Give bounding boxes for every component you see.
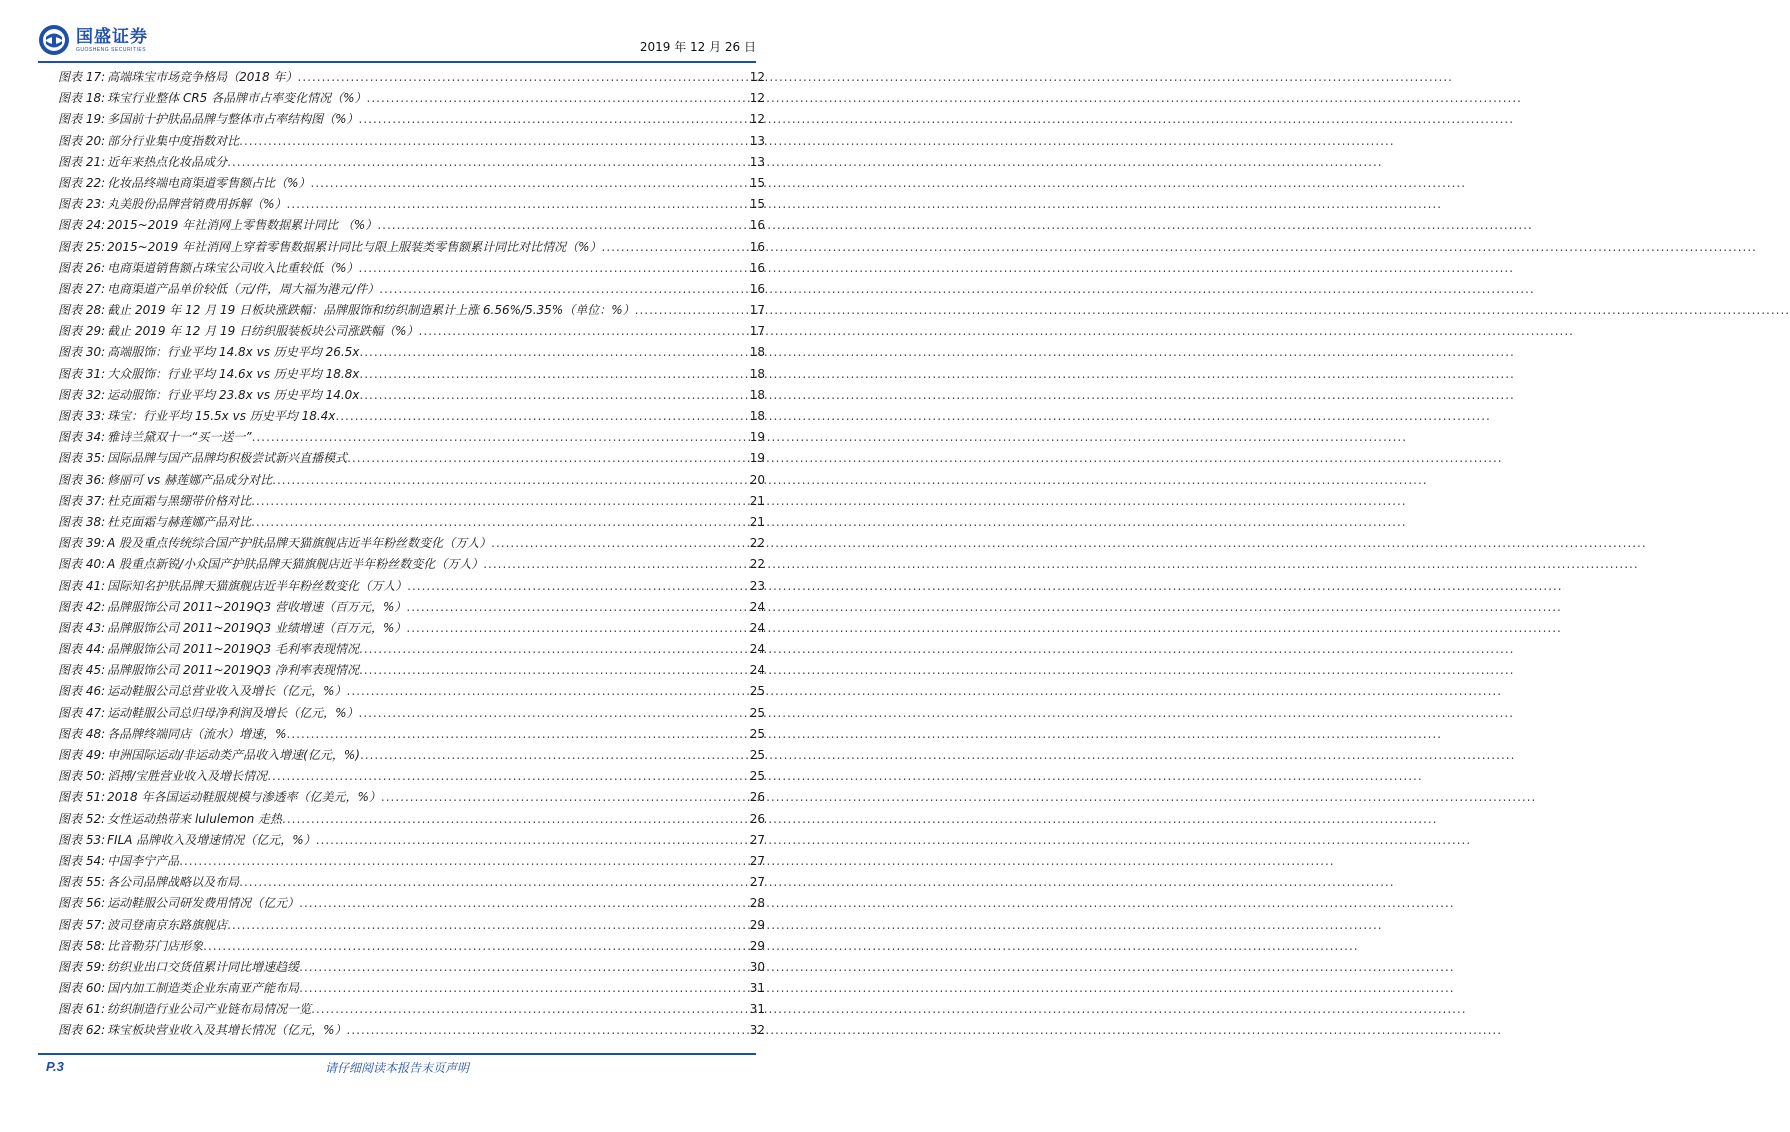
toc-entry[interactable] (58, 619, 765, 640)
toc-dot-leader (227, 918, 749, 932)
toc-entry-page: 18 (749, 366, 765, 381)
report-date: 2019 年 12 月 26 日 (639, 40, 756, 54)
toc-entry-page: 17 (749, 303, 765, 318)
toc-entry-number: 图表 51: (58, 790, 106, 805)
toc-entry[interactable] (58, 68, 765, 89)
page-footer (38, 1057, 756, 1077)
toc-entry-number: 图表 34: (58, 430, 106, 445)
toc-dot-leader (367, 91, 749, 105)
toc-entry-page: 31 (749, 981, 765, 996)
toc-entry-page: 22 (749, 557, 765, 572)
toc-entry[interactable] (58, 110, 765, 131)
toc-entry-title: 杜克面霜与赫莲娜产品对比 (107, 514, 252, 529)
toc-entry-page: 24 (749, 642, 765, 657)
toc-entry-title: 截止 2019 年 12 月 19 日纺织服装板块公司涨跌幅（%） (107, 324, 419, 339)
header-divider (38, 61, 756, 63)
toc-entry-number: 图表 42: (58, 599, 106, 614)
toc-entry-page: 12 (749, 70, 765, 84)
toc-entry-title: 珠宝行业整体 CR5 各品牌市占率变化情况（%） (107, 91, 367, 106)
toc-entry-title: FILA 品牌收入及增速情况（亿元，%） (107, 832, 316, 847)
toc-dot-leader (360, 748, 749, 762)
toc-entry-page: 28 (749, 896, 765, 911)
toc-entry[interactable] (58, 259, 765, 280)
toc-entry-title: 各公司品牌战略以及布局 (107, 875, 240, 890)
toc-entry-number: 图表 26: (58, 260, 106, 275)
toc-dot-leader (311, 1002, 749, 1016)
toc-dot-leader (311, 176, 749, 190)
toc-entry[interactable] (58, 640, 765, 661)
page-header (38, 24, 756, 58)
toc-entry[interactable] (58, 704, 765, 725)
toc-entry-page: 13 (749, 133, 765, 148)
toc-entry-title: 电商渠道销售额占珠宝公司收入比重较低（%） (107, 260, 359, 275)
toc-dot-leader (406, 621, 748, 635)
toc-entry[interactable] (58, 810, 765, 831)
toc-entry[interactable] (58, 428, 765, 449)
toc-entry[interactable] (58, 407, 765, 428)
toc-entry-number: 图表 39: (58, 536, 106, 551)
toc-entry-page: 27 (749, 832, 765, 847)
toc-entry[interactable] (58, 343, 765, 364)
toc-entry[interactable] (58, 1000, 765, 1021)
toc-entry-title: 女性运动热带来 lululemon 走热 (107, 811, 283, 826)
page-number: P.3 (46, 1059, 64, 1074)
toc-dot-leader (602, 240, 749, 254)
toc-entry-page: 19 (749, 430, 765, 445)
toc-entry-number: 图表 44: (58, 642, 106, 657)
toc-entry-page: 26 (749, 790, 765, 805)
toc-entry-title: 品牌服饰公司 2011~2019Q3 毛利率表现情况 (107, 642, 359, 657)
toc-entry-page: 25 (749, 726, 765, 741)
toc-entry[interactable] (58, 916, 765, 937)
toc-dot-leader (287, 197, 749, 211)
toc-dot-leader (379, 282, 748, 296)
toc-entry-number: 图表 36: (58, 472, 106, 487)
toc-entry-number: 图表 53: (58, 832, 106, 847)
toc-dot-leader (407, 579, 749, 593)
toc-dot-leader (282, 812, 749, 826)
toc-entry-number: 图表 31: (58, 366, 106, 381)
toc-entry-title: 2015~2019 年社消网上零售数据累计同比 （%） (107, 218, 378, 233)
toc-entry-page: 25 (749, 748, 765, 762)
toc-dot-leader (239, 875, 749, 889)
toc-entry-title: 高端服饰：行业平均 14.8x vs 历史平均 26.5x (107, 345, 360, 360)
toc-dot-leader (347, 684, 749, 698)
toc-dot-leader (419, 324, 749, 338)
toc-dot-leader (203, 939, 749, 953)
toc-entry-page: 13 (749, 154, 765, 169)
toc-dot-leader (347, 1023, 749, 1037)
toc-entry-title: 珠宝：行业平均 15.5x vs 历史平均 18.4x (107, 409, 336, 423)
toc-entry-page: 16 (749, 260, 765, 275)
toc-entry-page: 25 (749, 684, 765, 699)
toc-entry-number: 图表 25: (58, 239, 106, 254)
toc-entry-page: 27 (749, 853, 765, 868)
toc-entry-title: 近年来热点化妆品成分 (107, 154, 228, 169)
toc-entry-title: 大众服饰：行业平均 14.6x vs 历史平均 18.8x (107, 366, 360, 381)
logo-chinese-name: 国盛证券 (76, 26, 148, 47)
toc-entry-title: 运动鞋服公司总归母净利润及增长（亿元，%） (107, 705, 359, 720)
toc-entry-page: 18 (749, 345, 765, 360)
toc-entry-page: 15 (749, 197, 765, 212)
toc-entry-title: 国际知名护肤品牌天猫旗舰店近半年粉丝数变化（万人） (107, 578, 408, 593)
toc-entry-number: 图表 22: (58, 175, 106, 190)
toc-entry-page: 21 (749, 493, 765, 508)
toc-dot-leader (298, 70, 749, 84)
toc-entry-number: 图表 52: (58, 811, 106, 826)
toc-entry-title: 波司登南京东路旗舰店 (107, 917, 228, 932)
toc-dot-leader (287, 727, 749, 741)
toc-entry-number: 图表 40: (58, 557, 106, 572)
toc-entry-page: 21 (749, 514, 765, 529)
toc-entry-page: 12 (749, 112, 765, 127)
toc-dot-leader (299, 896, 749, 910)
toc-entry-number: 图表 37: (58, 493, 106, 508)
toc-entry-number: 图表 19: (58, 112, 106, 127)
toc-dot-leader (299, 960, 749, 974)
toc-entry-page: 17 (749, 324, 765, 339)
table-of-figures (58, 68, 765, 1043)
toc-entry-page: 19 (749, 451, 765, 466)
toc-entry-number: 图表 61: (58, 1002, 106, 1017)
toc-entry[interactable] (58, 386, 765, 407)
toc-entry-page: 29 (749, 917, 765, 932)
toc-entry[interactable] (58, 725, 765, 746)
toc-entry-page: 15 (749, 175, 765, 190)
toc-entry-title: 各品牌终端同店（流水）增速，% (107, 726, 287, 741)
toc-entry-page: 27 (749, 875, 765, 890)
toc-entry-number: 图表 24: (58, 218, 106, 233)
toc-entry-page: 20 (749, 472, 765, 487)
toc-entry[interactable] (58, 471, 765, 492)
toc-entry-title: 截止 2019 年 12 月 19 日板块涨跌幅：品牌服饰和纺织制造累计上涨 6.56%/5.35%（单位：%） (107, 303, 635, 318)
toc-entry[interactable] (58, 449, 765, 470)
toc-entry[interactable] (58, 852, 765, 873)
toc-entry-number: 图表 54: (58, 853, 106, 868)
toc-entry[interactable] (58, 513, 765, 534)
toc-entry-title: 运动鞋服公司研发费用情况（亿元） (107, 896, 300, 911)
toc-entry-page: 26 (749, 811, 765, 826)
toc-dot-leader (347, 451, 749, 465)
toc-entry-number: 图表 58: (58, 938, 106, 953)
toc-entry-number: 图表 29: (58, 324, 106, 339)
toc-entry-page: 16 (749, 239, 765, 254)
toc-entry-page: 24 (749, 599, 765, 614)
toc-entry-number: 图表 18: (58, 91, 106, 106)
company-logo (38, 24, 148, 56)
toc-entry-page: 31 (749, 1002, 765, 1017)
toc-entry-title: 部分行业集中度指数对比 (107, 133, 240, 148)
toc-entry[interactable] (58, 174, 765, 195)
toc-entry-number: 图表 56: (58, 896, 106, 911)
toc-entry-page: 23 (749, 578, 765, 593)
toc-entry[interactable] (58, 682, 765, 703)
toc-entry-page: 18 (749, 387, 765, 402)
toc-entry-title: 品牌服饰公司 2011~2019Q3 营收增速（百万元，%） (107, 599, 407, 614)
toc-entry-number: 图表 48: (58, 726, 106, 741)
toc-entry[interactable] (58, 1021, 765, 1042)
toc-entry-page: 16 (749, 281, 765, 296)
toc-dot-leader (239, 134, 749, 148)
toc-entry-number: 图表 60: (58, 981, 106, 996)
footer-divider (38, 1053, 756, 1055)
toc-dot-leader (377, 218, 748, 232)
toc-entry-number: 图表 55: (58, 875, 106, 890)
toc-entry[interactable] (58, 492, 765, 513)
toc-dot-leader (359, 388, 748, 402)
toc-entry-title: 滔搏/宝胜营业收入及增长情况 (107, 769, 268, 784)
toc-entry-title: 品牌服饰公司 2011~2019Q3 业绩增速（百万元，%） (107, 620, 407, 635)
toc-entry-page: 18 (749, 409, 765, 423)
toc-entry[interactable] (58, 216, 765, 237)
toc-entry[interactable] (58, 153, 765, 174)
toc-entry[interactable] (58, 577, 765, 598)
toc-entry-number: 图表 57: (58, 917, 106, 932)
toc-entry-title: 纺织制造行业公司产业链布局情况一览 (107, 1002, 312, 1017)
toc-entry[interactable] (58, 195, 765, 216)
toc-dot-leader (359, 706, 749, 720)
toc-entry-title: 比音勒芬门店形象 (107, 938, 204, 953)
toc-dot-leader (227, 155, 749, 169)
toc-entry-number: 图表 21: (58, 154, 106, 169)
toc-dot-leader (251, 515, 749, 529)
toc-entry[interactable] (58, 788, 765, 809)
toc-entry-title: 杜克面霜与黑绷带价格对比 (107, 493, 252, 508)
toc-dot-leader (635, 303, 749, 317)
toc-entry-number: 图表 43: (58, 620, 106, 635)
toc-dot-leader (359, 261, 749, 275)
toc-entry-title: 电商渠道产品单价较低（元/件，周大福为港元/件） (107, 281, 380, 296)
toc-dot-leader (359, 345, 748, 359)
toc-entry-number: 图表 47: (58, 705, 106, 720)
guosheng-logo-icon (38, 24, 70, 56)
toc-entry[interactable] (58, 767, 765, 788)
toc-entry-title: 雅诗兰黛双十一“买一送一” (107, 430, 252, 445)
toc-entry[interactable] (58, 661, 765, 682)
toc-entry-title: 国内加工制造类企业东南亚产能布局 (107, 981, 300, 996)
toc-dot-leader (335, 409, 748, 423)
toc-entry[interactable] (58, 555, 765, 576)
disclaimer-text: 请仔细阅读本报告末页声明 (324, 1061, 469, 1075)
toc-entry[interactable] (58, 873, 765, 894)
toc-dot-leader (316, 833, 749, 847)
toc-entry-title: 多国前十护肤品品牌与整体市占率结构图（%） (107, 112, 359, 127)
toc-entry-title: 高端珠宝市场竞争格局（2018 年） (107, 70, 298, 84)
toc-dot-leader (179, 854, 749, 868)
toc-entry-title: 品牌服饰公司 2011~2019Q3 净利率表现情况 (107, 663, 359, 678)
toc-entry-page: 16 (749, 218, 765, 233)
toc-entry[interactable] (58, 238, 765, 259)
toc-entry-title: 丸美股份品牌营销费用拆解（%） (107, 197, 287, 212)
toc-dot-leader (272, 473, 749, 487)
toc-entry-title: 珠宝板块营业收入及其增长情况（亿元，%） (107, 1023, 347, 1038)
toc-entry[interactable] (58, 132, 765, 153)
toc-entry-title: A 股重点新锐/小众国产护肤品牌天猫旗舰店近半年粉丝数变化（万人） (107, 557, 484, 572)
toc-dot-leader (483, 557, 749, 571)
toc-entry-page: 24 (749, 620, 765, 635)
toc-entry-page: 25 (749, 769, 765, 784)
toc-dot-leader (251, 494, 749, 508)
toc-entry[interactable] (58, 894, 765, 915)
toc-entry[interactable] (58, 89, 765, 110)
toc-entry-title: 运动鞋服公司总营业收入及增长（亿元，%） (107, 684, 347, 699)
toc-entry-number: 图表 45: (58, 663, 106, 678)
toc-entry-number: 图表 41: (58, 578, 106, 593)
toc-entry-page: 25 (749, 705, 765, 720)
toc-entry-page: 24 (749, 663, 765, 678)
toc-entry[interactable] (58, 746, 765, 767)
toc-entry-title: 运动服饰：行业平均 23.8x vs 历史平均 14.0x (107, 387, 360, 402)
toc-entry-title: 修丽可 vs 赫莲娜产品成分对比 (107, 472, 273, 487)
toc-entry-title: 中国李宁产品 (107, 853, 180, 868)
toc-entry-title: A 股及重点传统综合国产护肤品牌天猫旗舰店近半年粉丝数变化（万人） (107, 536, 492, 551)
toc-entry-number: 图表 59: (58, 959, 106, 974)
logo-english-name: GUOSHENG SECURITIES (76, 46, 147, 53)
toc-entry-number: 图表 46: (58, 684, 106, 699)
toc-entry-title: 化妆品终端电商渠道零售额占比（%） (107, 175, 311, 190)
toc-entry-number: 图表 32: (58, 387, 106, 402)
toc-entry-page: 22 (749, 536, 765, 551)
toc-dot-leader (491, 536, 749, 550)
toc-entry-number: 图表 50: (58, 769, 106, 784)
toc-dot-leader (299, 981, 749, 995)
toc-dot-leader (359, 642, 749, 656)
toc-entry-title: 纺织业出口交货值累计同比增速趋缓 (107, 959, 300, 974)
toc-entry-number: 图表 49: (58, 748, 106, 762)
toc-entry-number: 图表 20: (58, 133, 106, 148)
toc-entry-page: 30 (749, 959, 765, 974)
toc-entry[interactable] (58, 831, 765, 852)
toc-entry[interactable] (58, 365, 765, 386)
toc-entry-page: 12 (749, 91, 765, 106)
toc-entry-page: 29 (749, 938, 765, 953)
toc-entry-number: 图表 23: (58, 197, 106, 212)
toc-entry[interactable] (58, 958, 765, 979)
toc-entry-number: 图表 17: (58, 70, 106, 84)
toc-dot-leader (381, 790, 749, 804)
toc-entry-number: 图表 33: (58, 409, 106, 423)
toc-entry[interactable] (58, 301, 765, 322)
toc-entry-number: 图表 62: (58, 1023, 106, 1038)
toc-entry-title: 2018 年各国运动鞋服规模与渗透率（亿美元，%） (107, 790, 381, 805)
toc-entry[interactable] (58, 322, 765, 343)
toc-entry-number: 图表 38: (58, 514, 106, 529)
toc-dot-leader (359, 663, 749, 677)
toc-entry-title: 2015~2019 年社消网上穿着零售数据累计同比与限上服装类零售额累计同比对比情况（%） (107, 239, 602, 254)
toc-entry[interactable] (58, 534, 765, 555)
toc-dot-leader (267, 769, 749, 783)
toc-entry-number: 图表 27: (58, 281, 106, 296)
toc-entry[interactable] (58, 598, 765, 619)
toc-entry[interactable] (58, 280, 765, 301)
toc-dot-leader (359, 367, 748, 381)
toc-entry-title: 国际品牌与国产品牌均积极尝试新兴直播模式 (107, 451, 348, 466)
toc-entry-number: 图表 28: (58, 303, 106, 318)
toc-dot-leader (252, 430, 749, 444)
toc-entry-page: 32 (749, 1023, 765, 1038)
toc-entry-title: 申洲国际运动/非运动类产品收入增速(亿元，%) (107, 748, 360, 762)
toc-entry[interactable] (58, 937, 765, 958)
toc-dot-leader (359, 112, 749, 126)
toc-entry-number: 图表 35: (58, 451, 106, 466)
toc-entry[interactable] (58, 979, 765, 1000)
toc-dot-leader (406, 600, 748, 614)
toc-entry-number: 图表 30: (58, 345, 106, 360)
